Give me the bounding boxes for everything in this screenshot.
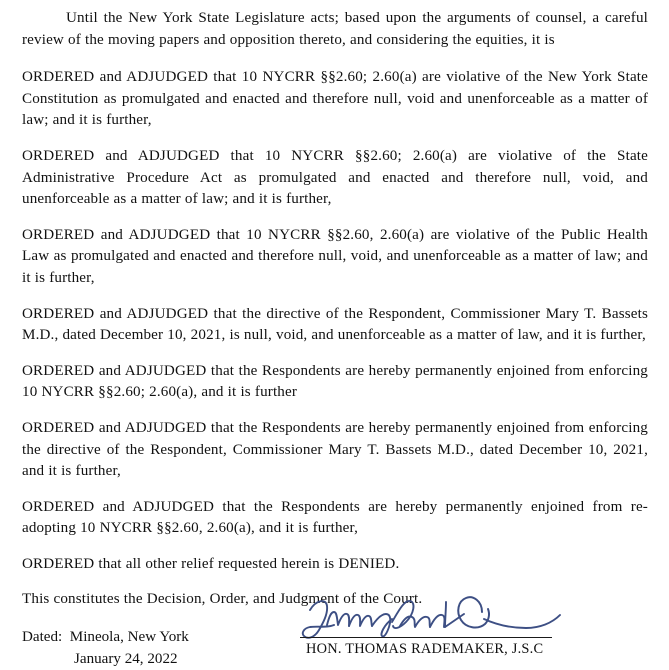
dated-date-line: January 24, 2022 [74,650,178,667]
handwritten-signature-icon [296,592,596,642]
paragraph-ordered-enjoin-regs: ORDERED and ADJUDGED that the Respondents are hereby permanently enjoined from enforcing 10 NYCRR §§2.60; 2.60(a), and it is further [22,362,648,401]
paragraph-ordered-directive-void: ORDERED and ADJUDGED that the directive of the Respondent, Commissioner Mary T. Bassets M.D., dated December 10, 2021, is null, void, and unenforceable as a matter of law, and it is further, [22,305,648,344]
paragraph-ordered-enjoin-readopting: ORDERED and ADJUDGED that the Respondents are hereby permanently enjoined from re-adopting 10 NYCRR §§2.60, 2.60(a), and it is further, [22,498,648,537]
paragraph-ordered-denied: ORDERED that all other relief requested herein is DENIED. [22,555,400,572]
signature-block [296,592,636,666]
signature-line [300,637,552,638]
judge-name-label: HON. THOMAS RADEMAKER, J.S.C [306,641,544,657]
paragraph-ordered-constitution: ORDERED and ADJUDGED that 10 NYCRR §§2.60; 2.60(a) are violative of the New York State Constitution as promulgated and enacted and therefore null, void and unenforceable as a matter of law; and it is further, [22,69,648,129]
dated-place-line: Dated: Mineola, New York [22,629,189,646]
paragraph-intro: Until the New York State Legislature acts; based upon the arguments of counsel, a careful review of the moving papers and opposition thereto, and considering the equities, it is [22,10,648,48]
paragraph-ordered-enjoin-directive: ORDERED and ADJUDGED that the Respondents are hereby permanently enjoined from enforcing the directive of the Respondent, Commissioner Mary T. Bassets M.D., dated December 10, 2021, and it is further, [22,419,648,480]
paragraph-ordered-sapa: ORDERED and ADJUDGED that 10 NYCRR §§2.60; 2.60(a) are violative of the State Administrative Procedure Act as promulgated and enacted and therefore null, void, and unenforceable as a matter of law; and it is further, [22,147,648,208]
order-body [22,8,648,611]
paragraph-constitutes-decision: This constitutes the Decision, Order, and Judgment of the Court. [22,591,423,608]
paragraph-ordered-public-health-law: ORDERED and ADJUDGED that 10 NYCRR §§2.60, 2.60(a) are violative of the Public Health Law as promulgated and enacted and therefore null, void, and unenforceable as a matter of law; and it is further, [22,226,648,286]
